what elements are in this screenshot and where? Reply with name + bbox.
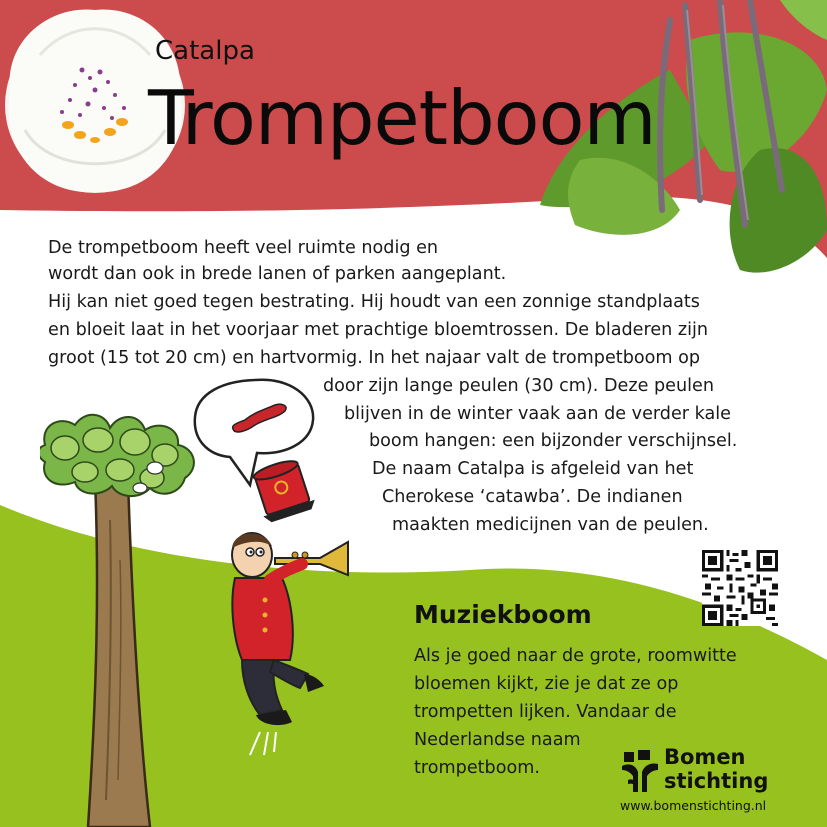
body-line: De naam Catalpa is afgeleid van het [372,459,694,479]
subtitle: Catalpa [155,36,255,66]
body-line: De trompetboom heeft veel ruimte nodig en [48,238,439,258]
muziek-line: bloemen kijkt, zie je dat ze op [414,674,679,694]
website-link[interactable]: www.bomenstichting.nl [620,798,767,813]
body-line: door zijn lange peulen (30 cm). Deze peulen [323,376,715,396]
body-line: wordt dan ook in brede lanen of parken aangeplant. [48,264,507,284]
body-line: en bloeit laat in het voorjaar met prachtige bloemtrossen. De bladeren zijn [48,320,709,340]
muziek-line: trompetboom. [414,758,540,778]
body-line: blijven in de winter vaak aan de verder kale [344,404,732,424]
bomenstichting-logo-icon [620,748,660,794]
body-line: Hij kan niet goed tegen bestrating. Hij houdt van een zonnige standplaats [48,292,700,312]
muziek-line: Als je goed naar de grote, roomwitte [414,646,737,666]
body-line: groot (15 tot 20 cm) en hartvormig. In het najaar valt de trompetboom op [48,348,701,368]
trumpet-player-cartoon [220,460,360,760]
muziek-line: trompetten lijken. Vandaar de [414,702,677,722]
page-title: Trompetboom [148,74,656,162]
logo-name: Bomen [664,745,746,769]
body-line: Cherokese ‘catawba’. De indianen [382,487,683,507]
section-heading: Muziekboom [414,600,592,629]
muziek-line: Nederlandse naam [414,730,581,750]
logo-name: stichting [664,769,769,793]
body-line: boom hangen: een bijzonder verschijnsel. [369,431,738,451]
qr-code[interactable] [702,550,778,626]
body-line: maakten medicijnen van de peulen. [392,515,709,535]
